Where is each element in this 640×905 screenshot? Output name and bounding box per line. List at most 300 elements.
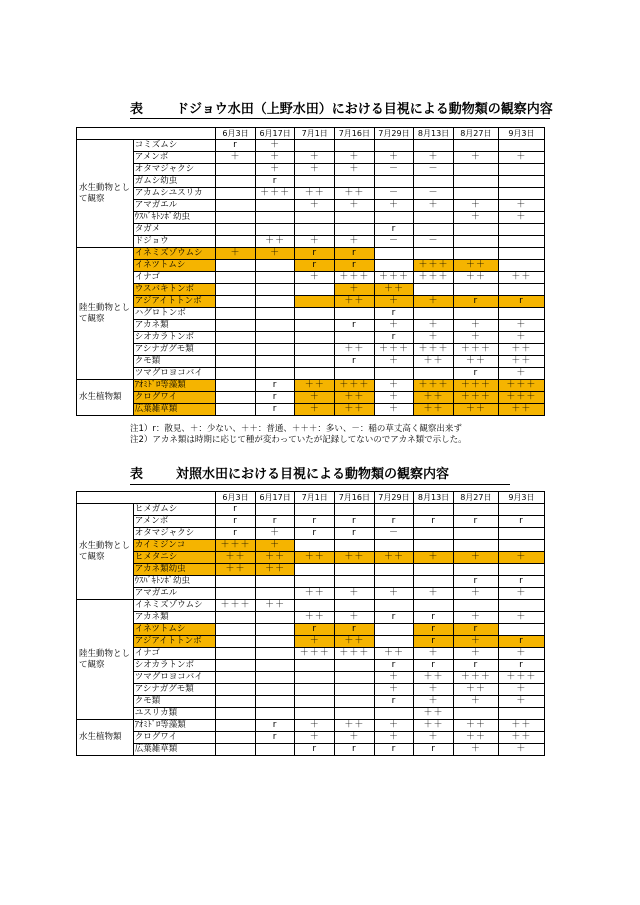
observation-cell: r (255, 404, 295, 416)
table-row (77, 636, 545, 648)
observation-cell: r (498, 660, 544, 672)
table-row (77, 504, 545, 516)
species-name: アメンボ (133, 152, 215, 164)
species-name: ハグロトンボ (133, 308, 215, 320)
observation-cell: r (295, 516, 335, 528)
observation-cell (414, 528, 454, 540)
observation-cell: ＋＋＋ (498, 380, 544, 392)
table-row (77, 236, 545, 248)
observation-cell: r (374, 744, 414, 756)
notes (130, 424, 467, 446)
observation-cell (216, 284, 256, 296)
table-row (77, 588, 545, 600)
observation-cell: r (335, 744, 375, 756)
observation-cell (498, 188, 544, 200)
observation-cell: ＋ (414, 732, 454, 744)
observation-cell: ＋＋ (414, 720, 454, 732)
table-row (77, 212, 545, 224)
observation-cell: ＋ (295, 236, 335, 248)
observation-cell: ＋ (374, 356, 414, 368)
date-header: 7月29日 (374, 492, 414, 504)
observation-cell (216, 296, 256, 308)
observation-cell (498, 564, 544, 576)
observation-cell: ＋ (335, 732, 375, 744)
observation-cell: ＋ (498, 212, 544, 224)
observation-cell: ＋ (335, 284, 375, 296)
observation-cell (255, 624, 295, 636)
species-name: イネミズゾウムシ (133, 600, 215, 612)
observation-cell (414, 224, 454, 236)
observation-cell: ＋＋ (453, 404, 498, 416)
observation-cell: ＋ (453, 744, 498, 756)
observation-cell (374, 624, 414, 636)
table-row (77, 672, 545, 684)
observation-cell: ＋ (414, 588, 454, 600)
observation-cell (216, 236, 256, 248)
observation-cell (498, 164, 544, 176)
observation-cell: r (374, 516, 414, 528)
table-row (77, 152, 545, 164)
observation-cell (295, 296, 335, 308)
observation-cell (216, 308, 256, 320)
table-row (77, 648, 545, 660)
observation-cell (255, 612, 295, 624)
observation-cell: ＋＋ (335, 552, 375, 564)
observation-cell: ＋ (335, 200, 375, 212)
observation-cell (498, 236, 544, 248)
observation-cell (216, 672, 256, 684)
observation-cell (216, 176, 256, 188)
observation-cell: ＋＋ (453, 684, 498, 696)
observation-cell: r (335, 516, 375, 528)
observation-cell: r (216, 504, 256, 516)
observation-cell: ＋ (453, 332, 498, 344)
observation-cell: r (335, 624, 375, 636)
observation-cell: ＋ (335, 152, 375, 164)
observation-cell (295, 356, 335, 368)
species-name: ドジョウ (133, 236, 215, 248)
observation-cell (255, 224, 295, 236)
observation-cell (216, 272, 256, 284)
observation-cell (498, 528, 544, 540)
observation-cell (453, 188, 498, 200)
observation-cell: r (216, 140, 256, 152)
observation-cell (414, 576, 454, 588)
observation-cell (295, 224, 335, 236)
observation-cell (216, 612, 256, 624)
group-label: 水生植物類 (77, 720, 134, 756)
species-name: コミズムシ (133, 140, 215, 152)
observation-cell: ＋＋＋ (216, 600, 256, 612)
observation-cell: － (374, 164, 414, 176)
species-name: ｱｵﾐﾄﾞﾛ等藻類 (133, 380, 215, 392)
header-blank-cell (77, 128, 216, 140)
observation-cell (255, 576, 295, 588)
observation-cell (255, 356, 295, 368)
observation-cell: ＋ (255, 540, 295, 552)
observation-cell: ＋＋ (335, 344, 375, 356)
header-row (77, 128, 545, 140)
species-name: ツマグロヨコバイ (133, 368, 215, 380)
observation-cell: ＋＋ (414, 672, 454, 684)
observation-cell: ＋＋ (414, 392, 454, 404)
observation-cell: r (374, 332, 414, 344)
observation-cell (216, 356, 256, 368)
group-label: 水生動物として観察 (77, 140, 134, 248)
observation-cell (374, 600, 414, 612)
observation-cell: ＋ (295, 636, 335, 648)
observation-cell: r (374, 224, 414, 236)
observation-cell (216, 164, 256, 176)
observation-cell: r (453, 576, 498, 588)
observation-cell: ＋ (453, 320, 498, 332)
observation-cell (335, 684, 375, 696)
table-row (77, 344, 545, 356)
observation-cell: ＋＋＋ (374, 344, 414, 356)
observation-cell: ＋ (255, 528, 295, 540)
observation-cell (255, 332, 295, 344)
observation-cell: ＋ (498, 648, 544, 660)
observation-cell: ＋ (498, 200, 544, 212)
observation-cell (453, 708, 498, 720)
observation-cell (295, 576, 335, 588)
observation-cell: ＋＋＋ (453, 380, 498, 392)
observation-cell: ＋ (498, 552, 544, 564)
observation-cell (255, 744, 295, 756)
observation-cell (295, 308, 335, 320)
observation-cell (255, 212, 295, 224)
observation-cell: r (453, 296, 498, 308)
table-row (77, 320, 545, 332)
observation-cell: ＋＋＋ (374, 272, 414, 284)
observation-cell (295, 176, 335, 188)
observation-cell (453, 284, 498, 296)
observation-cell: r (295, 248, 335, 260)
observation-cell: ＋ (414, 200, 454, 212)
observation-cell (216, 332, 256, 344)
observation-cell: ＋ (414, 152, 454, 164)
table1-title-label: 表 (130, 102, 144, 117)
observation-cell: ＋＋ (374, 552, 414, 564)
observation-cell: r (255, 516, 295, 528)
observation-cell (255, 636, 295, 648)
observation-cell: ＋ (255, 164, 295, 176)
species-name: イナゴ (133, 648, 215, 660)
observation-cell: ＋＋ (374, 284, 414, 296)
species-name: クモ類 (133, 696, 215, 708)
observation-cell (216, 660, 256, 672)
table-row (77, 708, 545, 720)
observation-cell (414, 140, 454, 152)
observation-cell: ＋＋ (335, 404, 375, 416)
observation-cell: ＋ (255, 248, 295, 260)
observation-cell: ＋ (216, 152, 256, 164)
observation-cell (335, 564, 375, 576)
observation-cell (216, 648, 256, 660)
observation-cell (216, 260, 256, 272)
date-header: 6月17日 (255, 492, 295, 504)
table-row (77, 404, 545, 416)
species-name: ヒメガムシ (133, 504, 215, 516)
observation-cell (216, 404, 256, 416)
group-label: 陸生動物として観察 (77, 248, 134, 380)
observation-cell (498, 708, 544, 720)
species-name: タガメ (133, 224, 215, 236)
observation-cell: ＋＋ (216, 564, 256, 576)
observation-cell: － (414, 236, 454, 248)
observation-cell: ＋ (498, 332, 544, 344)
group-label: 水生動物として観察 (77, 504, 134, 600)
observation-cell: r (335, 248, 375, 260)
observation-cell: ＋＋＋ (453, 344, 498, 356)
observation-cell (295, 672, 335, 684)
table-row (77, 260, 545, 272)
observation-cell: ＋ (374, 720, 414, 732)
observation-cell: ＋ (453, 588, 498, 600)
observation-cell (374, 564, 414, 576)
table-row (77, 392, 545, 404)
observation-cell: r (453, 368, 498, 380)
observation-cell: ＋＋＋ (414, 272, 454, 284)
observation-cell: ＋ (374, 380, 414, 392)
observation-cell: ＋ (453, 696, 498, 708)
date-header: 6月3日 (216, 492, 256, 504)
observation-cell (216, 392, 256, 404)
species-name: アマガエル (133, 200, 215, 212)
species-name: アジアイトトンボ (133, 636, 215, 648)
observation-cell: ＋ (295, 392, 335, 404)
observation-cell: r (295, 624, 335, 636)
observation-cell (295, 140, 335, 152)
species-name: ウスバキトンボ (133, 284, 215, 296)
observation-cell: r (255, 392, 295, 404)
observation-cell: ＋ (414, 552, 454, 564)
observation-cell (335, 368, 375, 380)
observation-cell (216, 732, 256, 744)
observation-cell (335, 140, 375, 152)
observation-cell (498, 176, 544, 188)
observation-cell: ＋ (453, 212, 498, 224)
observation-cell (414, 176, 454, 188)
date-header: 8月13日 (414, 128, 454, 140)
observation-cell: r (255, 732, 295, 744)
observation-cell (374, 260, 414, 272)
observation-cell: ＋ (414, 320, 454, 332)
date-header: 7月1日 (295, 128, 335, 140)
observation-cell (335, 576, 375, 588)
observation-cell (216, 200, 256, 212)
observation-cell (453, 540, 498, 552)
observation-cell: ＋ (498, 152, 544, 164)
observation-cell: ＋ (498, 744, 544, 756)
observation-cell (216, 224, 256, 236)
table-row (77, 528, 545, 540)
observation-cell: ＋ (374, 392, 414, 404)
observation-cell: ＋ (414, 684, 454, 696)
observation-cell (216, 588, 256, 600)
observation-cell (295, 504, 335, 516)
observation-cell (498, 504, 544, 516)
observation-cell: ＋＋ (295, 588, 335, 600)
observation-cell: ＋ (374, 296, 414, 308)
observation-cell (453, 224, 498, 236)
species-name: ｳｽﾊﾞｷﾄﾝﾎﾞ幼虫 (133, 576, 215, 588)
observation-cell (374, 540, 414, 552)
table-row (77, 600, 545, 612)
observation-cell: ＋＋ (414, 404, 454, 416)
species-name: ｱｵﾐﾄﾞﾛ等藻類 (133, 720, 215, 732)
observation-cell (374, 636, 414, 648)
observation-cell: ＋ (498, 368, 544, 380)
observation-cell (295, 540, 335, 552)
observation-cell: r (498, 576, 544, 588)
observation-cell: ＋ (453, 152, 498, 164)
table-row (77, 696, 545, 708)
observation-cell (453, 528, 498, 540)
observation-cell (414, 248, 454, 260)
observation-cell (295, 696, 335, 708)
observation-cell: ＋＋ (255, 600, 295, 612)
observation-cell: r (335, 320, 375, 332)
observation-cell: ＋＋ (498, 404, 544, 416)
observation-cell (498, 284, 544, 296)
group-label: 水生植物類 (77, 380, 134, 416)
observation-cell: r (453, 660, 498, 672)
observation-cell: ＋ (374, 588, 414, 600)
observation-cell: ＋＋ (335, 720, 375, 732)
observation-cell: r (216, 516, 256, 528)
observation-cell: ＋＋ (255, 564, 295, 576)
observation-cell (255, 504, 295, 516)
observation-cell (335, 660, 375, 672)
observation-cell (335, 600, 375, 612)
table-row (77, 564, 545, 576)
date-header: 7月29日 (374, 128, 414, 140)
observation-cell (255, 200, 295, 212)
table-row (77, 224, 545, 236)
observation-cell: ＋＋ (295, 380, 335, 392)
table-row (77, 332, 545, 344)
observation-cell (255, 672, 295, 684)
observation-cell: r (335, 528, 375, 540)
observation-cell (498, 624, 544, 636)
species-name: イネミズゾウムシ (133, 248, 215, 260)
table-row (77, 552, 545, 564)
observation-cell: ＋ (295, 404, 335, 416)
observation-cell (335, 672, 375, 684)
observation-cell: ＋ (335, 236, 375, 248)
observation-cell (498, 248, 544, 260)
observation-cell: r (255, 720, 295, 732)
observation-cell: r (374, 612, 414, 624)
date-header: 8月27日 (453, 492, 498, 504)
table-row (77, 200, 545, 212)
table-dojo-paddy (76, 127, 545, 416)
observation-cell: ＋ (216, 248, 256, 260)
observation-cell: r (216, 528, 256, 540)
observation-cell: ＋ (453, 648, 498, 660)
observation-cell (374, 504, 414, 516)
species-name: アカネ類 (133, 612, 215, 624)
observation-cell: ＋＋＋ (414, 260, 454, 272)
observation-cell: ＋＋＋ (414, 344, 454, 356)
observation-cell: r (498, 296, 544, 308)
observation-cell: ＋＋＋ (335, 380, 375, 392)
observation-cell: ＋＋ (255, 236, 295, 248)
table-row (77, 612, 545, 624)
observation-cell (374, 576, 414, 588)
observation-cell: ＋＋ (453, 260, 498, 272)
observation-cell: r (255, 380, 295, 392)
observation-cell (335, 332, 375, 344)
observation-cell (255, 588, 295, 600)
table2-title-label: 表 (130, 467, 144, 482)
species-name: クログワイ (133, 732, 215, 744)
observation-cell: ＋＋ (498, 356, 544, 368)
observation-cell: ＋＋ (453, 732, 498, 744)
observation-cell: ＋ (295, 152, 335, 164)
observation-cell (216, 684, 256, 696)
table-row (77, 296, 545, 308)
note-2: 注2）アカネ類は時期に応じて種が変わっていたが記録してないのでアカネ類で示した。 (130, 435, 467, 445)
observation-cell: ＋ (414, 696, 454, 708)
observation-cell (498, 600, 544, 612)
observation-cell: ＋ (374, 404, 414, 416)
table-row (77, 368, 545, 380)
observation-cell: ＋ (498, 612, 544, 624)
observation-cell: r (414, 636, 454, 648)
observation-cell (335, 224, 375, 236)
observation-cell: ＋＋＋ (295, 648, 335, 660)
observation-cell: ＋ (295, 732, 335, 744)
observation-cell: ＋＋ (453, 720, 498, 732)
observation-cell (453, 308, 498, 320)
observation-cell: r (335, 356, 375, 368)
observation-cell: ＋ (255, 140, 295, 152)
observation-cell (414, 308, 454, 320)
species-name: 広葉雑草類 (133, 744, 215, 756)
table1-title (130, 98, 553, 117)
observation-cell: ＋ (335, 612, 375, 624)
observation-cell: ＋＋ (216, 552, 256, 564)
observation-cell (255, 344, 295, 356)
species-name: ｳｽﾊﾞｷﾄﾝﾎﾞ幼虫 (133, 212, 215, 224)
table-row (77, 720, 545, 732)
observation-cell: r (295, 744, 335, 756)
table-row (77, 272, 545, 284)
table2-title (130, 463, 449, 482)
observation-cell: r (295, 528, 335, 540)
date-header: 7月16日 (335, 128, 375, 140)
observation-cell (295, 320, 335, 332)
observation-cell (335, 708, 375, 720)
observation-cell: ＋ (295, 272, 335, 284)
species-name: アカネ類 (133, 320, 215, 332)
date-header: 8月13日 (414, 492, 454, 504)
observation-cell (374, 212, 414, 224)
observation-cell (498, 260, 544, 272)
observation-cell (216, 624, 256, 636)
observation-cell: ＋ (295, 164, 335, 176)
species-name: アカムシユスリカ (133, 188, 215, 200)
observation-cell: r (255, 176, 295, 188)
table-row (77, 356, 545, 368)
observation-cell: ＋＋ (498, 732, 544, 744)
observation-cell (295, 708, 335, 720)
observation-cell (335, 212, 375, 224)
date-header: 8月27日 (453, 128, 498, 140)
species-name: クログワイ (133, 392, 215, 404)
